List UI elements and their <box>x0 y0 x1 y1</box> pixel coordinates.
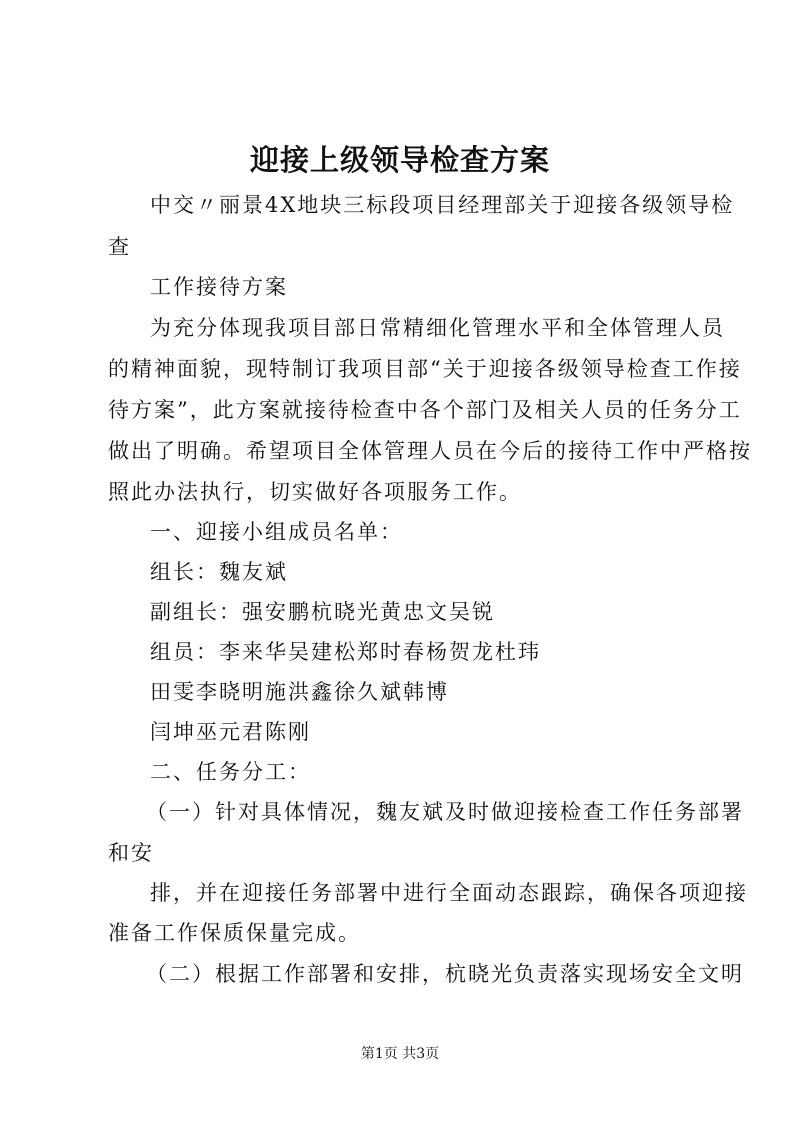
body-line-3: 工作接待方案 <box>150 275 288 299</box>
body-line-4: 为充分体现我项目部日常精细化管理水平和全体管理人员 <box>150 316 725 340</box>
body-line-10: 组长：魏友斌 <box>150 560 288 584</box>
body-line-17: 和安 <box>108 841 154 865</box>
body-line-9: 一、迎接小组成员名单： <box>150 520 403 544</box>
body-line-2: 查 <box>108 235 131 259</box>
body-line-7: 做出了明确。希望项目全体管理人员在今后的接待工作中严格按 <box>108 439 752 463</box>
body-line-6: 待方案”，此方案就接待检查中各个部门及相关人员的任务分工 <box>108 398 742 422</box>
body-line-8: 照此办法执行，切实做好各项服务工作。 <box>108 480 522 504</box>
body-line-13: 田雯李晓明施洪鑫徐久斌韩博 <box>150 680 449 704</box>
body-line-11: 副组长：强安鹏杭晓光黄忠文吴锐 <box>150 600 495 624</box>
body-line-5: 的精神面貌，现特制订我项目部“关于迎接各级领导检查工作接 <box>108 357 742 381</box>
body-line-20: （二）根据工作部署和安排，杭晓光负责落实现场安全文明 <box>146 962 744 986</box>
body-line-14: 闫坤巫元君陈刚 <box>150 720 311 744</box>
body-line-16: （一）针对具体情况，魏友斌及时做迎接检查工作任务部署 <box>146 800 744 824</box>
document-title: 迎接上级领导检查方案 <box>249 143 550 177</box>
body-line-12: 组员：李来华吴建松郑时春杨贺龙杜玮 <box>150 640 541 664</box>
page-footer: 第1页 共3页 <box>360 1046 440 1062</box>
body-line-1: 中交〃丽景4X地块三标段项目经理部关于迎接各级领导检 <box>150 193 735 217</box>
body-line-19: 准备工作保质保量完成。 <box>108 921 361 945</box>
body-line-15: 二、任务分工： <box>150 760 311 784</box>
body-line-18: 排，并在迎接任务部署中进行全面动态跟踪，确保各项迎接 <box>150 881 748 905</box>
